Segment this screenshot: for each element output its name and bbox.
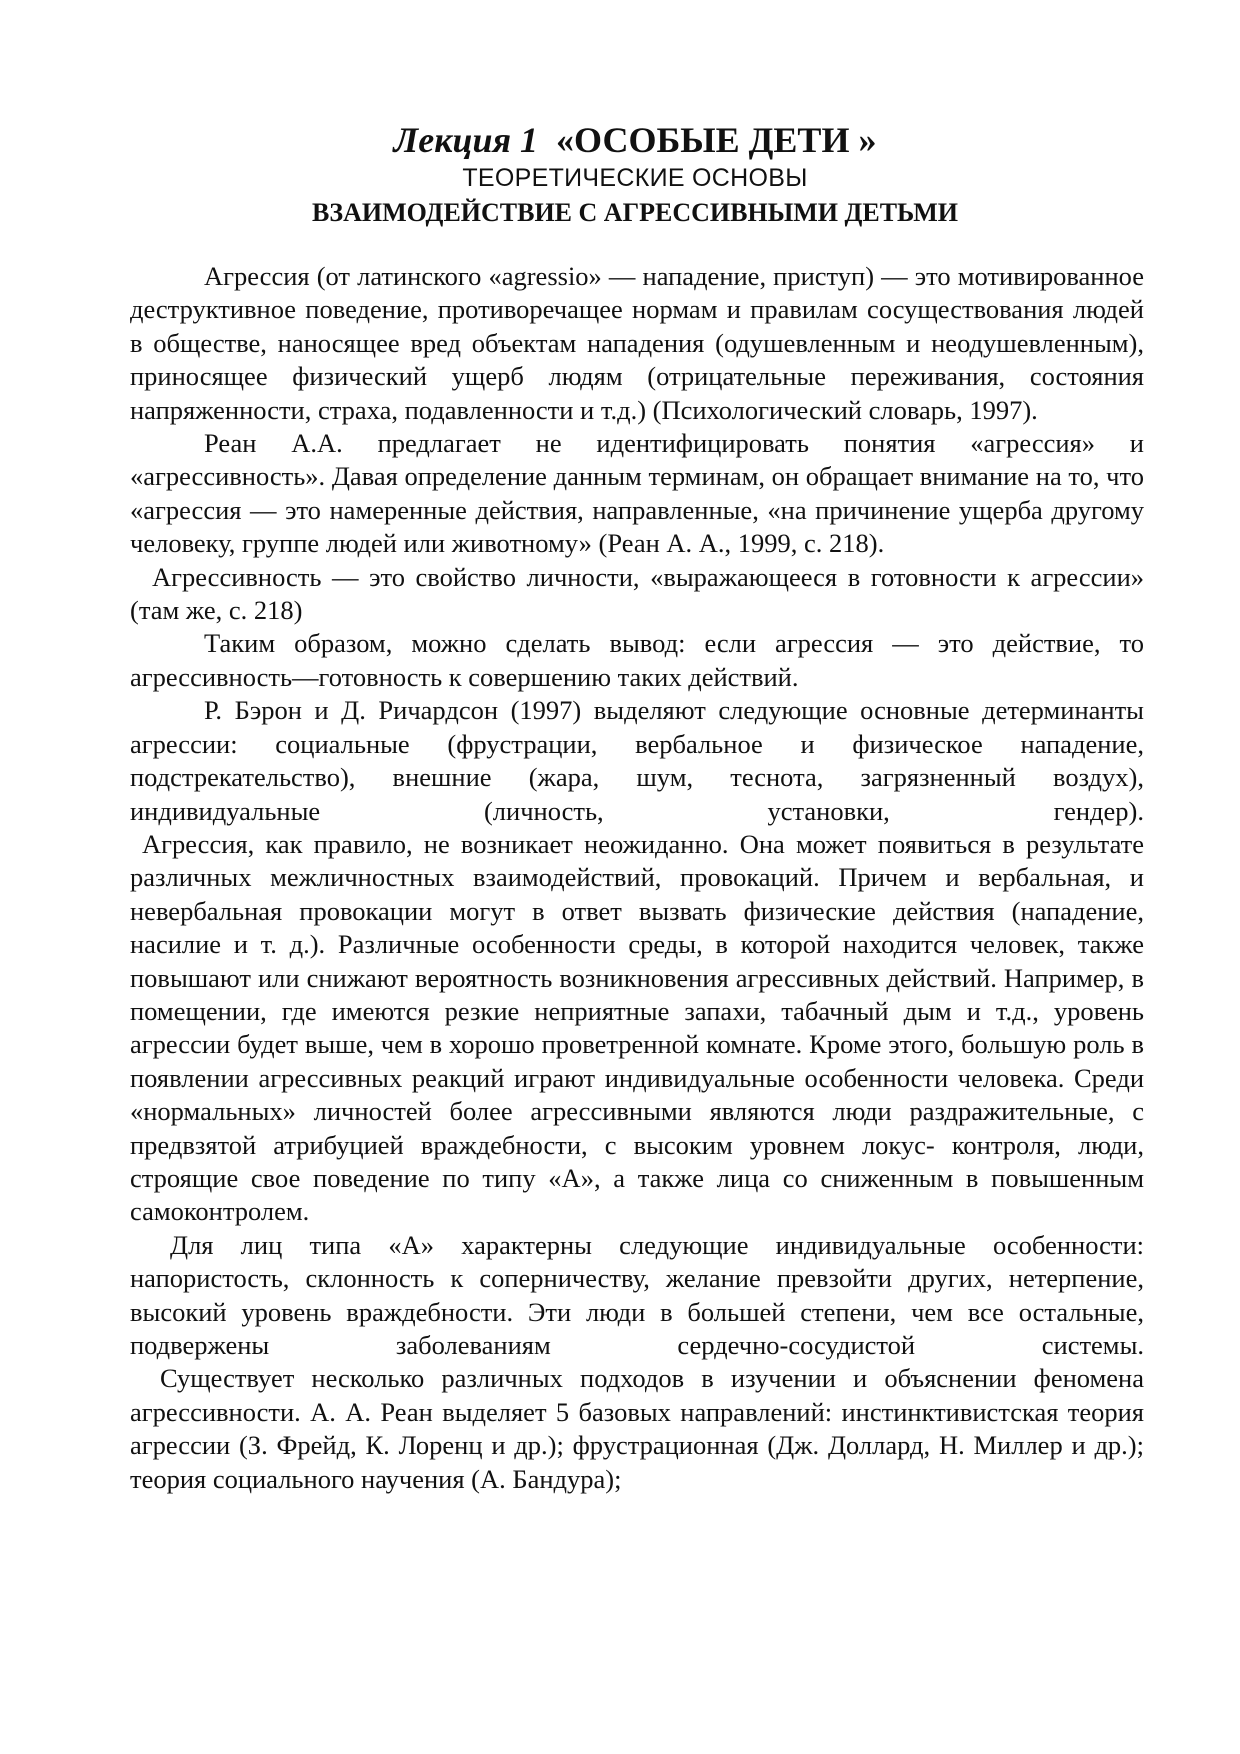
paragraph-approaches: Существует несколько различных подходов в изучении и объяснении феномена агрессивности. А. А. Реан выделяет 5 базовых направлений: инстинктивистская теория агрессии (З. Фрейд, К. Лоренц и др.); фрустрационная (Дж. Доллард, Н. Миллер и др.); теория социального научения (А. Бандура); xyxy=(130,1363,1144,1494)
lecture-title xyxy=(130,118,1140,162)
paragraph-determinants: Р. Бэрон и Д. Ричардсон (1997) выделяют следующие основные детерминанты агрессии: социальные (фрустрации, вербальное и физическое нападение, подстрекательство), внешние (жара, шум, теснота, загрязненный воздух), индивидуальные (личность, установки, гендер). xyxy=(130,695,1144,826)
paragraph-conclusion: Таким образом, можно сделать вывод: если агрессия — это действие, то агрессивность—готовность к совершению таких действий. xyxy=(130,628,1144,692)
paragraph-aggression-definition: Агрессия (от латинского «agressio» — нападение, приступ) — это мотивированное деструктивное поведение, противоречащее нормам и правилам сосуществования людей в обществе, наносящее вред объектам нападения (одушевленным и неодушевленным), приносящее физический ущерб людям (отрицательные переживания, состояния напряженности, страха, подавленности и т.д.) (Психологический словарь, 1997). xyxy=(130,261,1144,425)
paragraph-provocation: Агрессия, как правило, не возникает неожиданно. Она может появиться в результате различных межличностных взаимодействий, провокаций. Причем и вербальная, и невербальная провокации могут в ответ вызвать физические действия (нападение, насилие и т. д.). Различные особенности среды, в которой находится человек, также повышают или снижают вероятность возникновения агрессивных действий. Например, в помещении, где имеются резкие неприятные запахи, табачный дым и т.д., уровень агрессии будет выше, чем в хорошо проветренной комнате. Кроме этого, большую роль в появлении агрессивных реакций играют индивидуальные особенности человека. Среди «нормальных» личностей более агрессивными являются люди раздражительные, с предвзятой атрибуцией враждебности, с высоким уровнем локус- контроля, люди, строящие свое поведение по типу «А», а также лица со сниженным в повышенным самоконтролем. xyxy=(130,828,1144,1227)
subtitle: ТЕОРЕТИЧЕСКИЕ ОСНОВЫ xyxy=(462,164,808,192)
paragraph-aggressiveness: Агрессивность — это свойство личности, «выражающееся в готовности к агрессии» (там же, с. 218) xyxy=(130,561,1144,626)
lecture-topic: «ОСОБЫЕ ДЕТИ » xyxy=(556,120,877,160)
section-heading: ВЗАИМОДЕЙСТВИЕ С АГРЕССИВНЫМИ ДЕТЬМИ xyxy=(312,198,958,227)
paragraph-rean-terms: Реан А.А. предлагает не идентифицировать понятия «агрессия» и «агрессивность». Давая определение данным терминам, он обращает внимание на то, что «агрессия — это намеренные действия, направленные, «на причинение ущерба другому человеку, группе людей или животному» (Реан А. А., 1999, с. 218). xyxy=(130,428,1144,559)
lecture-number: Лекция 1 xyxy=(393,120,539,160)
body-text xyxy=(130,260,1144,1496)
paragraph-type-a: Для лиц типа «А» характерны следующие индивидуальные особенности: напористость, склонность к соперничеству, желание превзойти других, нетерпение, высокий уровень враждебности. Эти люди в большей степени, чем все остальные, подвержены заболеваниям сердечно-сосудистой системы. xyxy=(130,1229,1144,1360)
